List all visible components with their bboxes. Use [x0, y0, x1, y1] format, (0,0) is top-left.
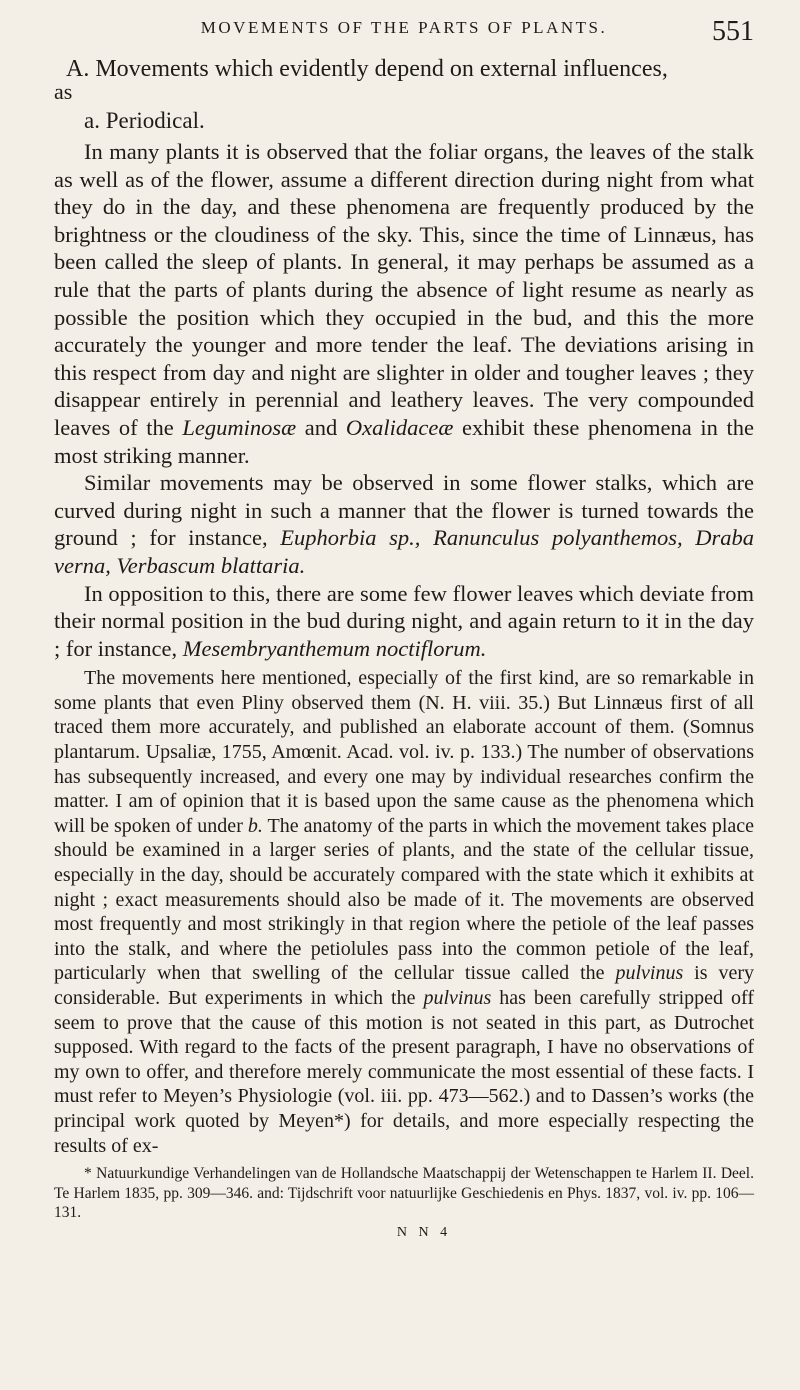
- text-run: The movements here mentioned, especially of the first kind, are so remarkable in some plants that even Pliny observed them (N. H. viii. 35.) But Linnæus first of all traced them more accurately, and published an elaborate account of them. (Somnus plantarum. Upsaliæ, 1755, Amœnit. Acad. vol. iv. p. 133.) The number of observations has subsequently increased, and every one may by individual researches confirm the matter. I am of opinion that it is based upon the same cause as the phenomena which will be spoken of under: [54, 667, 754, 837]
- section-heading-tail: as: [54, 79, 73, 104]
- text-run: In opposition to this, there are some few flower leaves which deviate from their normal position in the bud during night, and again return to it in the day ; for instance,: [54, 580, 754, 661]
- page-number: 551: [712, 16, 754, 47]
- italic-term: pulvinus: [615, 962, 684, 985]
- italic-term: pulvinus: [423, 987, 492, 1009]
- section-heading: [54, 56, 754, 104]
- text-run: exhibit these phenomena in the most striking manner.: [54, 414, 754, 468]
- subheading-periodical: a. Periodical.: [84, 108, 205, 133]
- text-run: Similar movements may be observed in some flower stalks, which are curved during night in such a manner that the flower is turned towards the ground ; for instance,: [54, 470, 754, 551]
- italic-term: Euphorbia sp., Ranunculus polyanthemos, Draba verna, Verbascum blattaria.: [54, 525, 754, 578]
- text-run: has been carefully stripped off seem to prove that the cause of this motion is not seated in this part, as Dutrochet supposed. With regard to the facts of the present paragraph, I have no observations of my own to offer, and therefore merely communicate the most essential of these facts. I must refer to Meyen’s Physiologie (vol. iii. pp. 473—562.) and to Dassen’s works (the principal work quoted by Meyen*) for details, and more especially respecting the results of ex-: [54, 987, 754, 1157]
- italic-term: b.: [247, 814, 263, 837]
- paragraph-history-observations: [54, 666, 754, 1158]
- paragraph-flower-leaves: [54, 580, 754, 663]
- running-head: [54, 8, 754, 48]
- italic-term: Leguminosæ: [182, 414, 297, 440]
- signature-mark: N N 4: [396, 1224, 452, 1240]
- text-run: is very considerable. But experiments in which the: [54, 962, 754, 1009]
- italic-term: Mesembryanthemum noctiflorum.: [182, 635, 487, 661]
- section-heading-text: A. Movements which evidently depend on external influences,: [66, 56, 668, 82]
- text-run: The anatomy of the parts in which the movement takes place should be examined in a larger series of plants, and the state of the cellular tissue, especially in the day, should be accurately compared with the state which it exhibits at night ; exact measurements should also be made of it. The movements are observed most frequently and most strikingly in that region where the petiole of the leaf passes into the stalk, and where the petiolules pass into the common petiole of the leaf, particularly when that swelling of the cellular tissue called the: [54, 814, 755, 985]
- italic-term: Oxalidaceæ: [345, 414, 454, 440]
- paragraph-flower-stalks: [54, 469, 754, 579]
- running-title: MOVEMENTS OF THE PARTS OF PLANTS.: [200, 18, 608, 37]
- text-run: and: [296, 414, 346, 440]
- text-run: In many plants it is observed that the foliar organs, the leaves of the stalk as well as of the flower, assume a different direction during night from what they do in the day, and these phenomena are frequently produced by the brightness or the cloudiness of the sky. This, since the time of Linnæus, has been called the sleep of plants. In general, it may perhaps be assumed as a rule that the parts of plants during the absence of light resume as nearly as possible the position which they occupied in the bud, and this the more accurately the younger and more tender the leaf. The deviations arising in this respect from day and night are slighter in older and tougher leaves ; they disappear entirely in perennial and leathery leaves. The very compounded leaves of the: [54, 139, 754, 440]
- footnote: * Natuurkundige Verhandelingen van de Hollandsche Maatschappij der Wetenschappen te Harlem II. Deel. Te Harlem 1835, pp. 309—346. and: Tijdschrift voor natuurlijke Geschiedenis en Phys. 1837, vol. iv. pp. 106—131.: [54, 1165, 754, 1222]
- paragraph-sleep-of-plants: [54, 138, 754, 469]
